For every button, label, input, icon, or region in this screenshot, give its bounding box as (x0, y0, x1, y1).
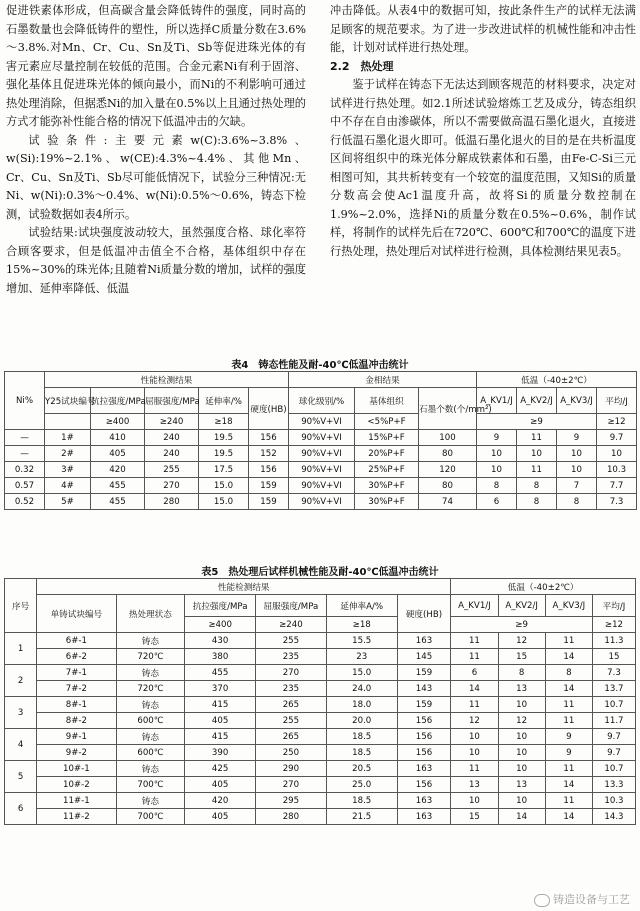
table-cell: 255 (256, 633, 327, 649)
table-cell: 290 (256, 761, 327, 777)
table-cell: 280 (256, 809, 327, 825)
table-cell: 159 (397, 665, 451, 681)
req-cell: <5%P+F (355, 414, 419, 430)
wechat-icon (534, 894, 550, 907)
table-cell: 10#-2 (37, 777, 116, 793)
table-cell: 18.0 (326, 697, 397, 713)
table-cell: 163 (397, 809, 451, 825)
req-cell: ≥400 (91, 414, 145, 430)
table-cell: 14 (545, 809, 592, 825)
table-cell: 11 (451, 697, 498, 713)
header-group-metal: 金相结果 (289, 372, 477, 388)
header-akv2: A_KV2/J (517, 388, 557, 414)
table-cell: 295 (256, 793, 327, 809)
table-cell: 265 (256, 729, 327, 745)
table-cell: 12 (451, 713, 498, 729)
req-cell: ≥18 (199, 414, 249, 430)
table4 (4, 371, 637, 510)
header-tensile: 抗拉强度/MPa (91, 388, 145, 414)
table-cell: 14 (451, 681, 498, 697)
table-cell: 380 (185, 649, 256, 665)
table-cell: 455 (91, 494, 145, 510)
table-cell: 9.7 (592, 729, 635, 745)
table-cell: 13 (451, 777, 498, 793)
req-cell: ≥9 (477, 414, 597, 430)
table-cell: 0.52 (5, 494, 45, 510)
table-cell: 10 (557, 446, 597, 462)
table-cell: 10 (477, 462, 517, 478)
table-cell: 15 (498, 649, 545, 665)
table-cell: 20.5 (326, 761, 397, 777)
header-tensile: 抗拉强度/MPa (185, 595, 256, 617)
table-row (5, 793, 636, 809)
table-cell: 159 (249, 478, 289, 494)
table-cell: 11 (451, 633, 498, 649)
table-cell: — (5, 446, 45, 462)
table-cell: 10 (477, 446, 517, 462)
table5-caption: 表5 热处理后试样机械性能及耐-40℃低温冲击统计 (201, 567, 439, 578)
table-cell: 11 (517, 430, 557, 446)
watermark-text: 铸造设备与工艺 (553, 893, 630, 906)
table-cell: 9.7 (597, 430, 637, 446)
table-cell: 163 (397, 793, 451, 809)
table-cell: 20%P+F (355, 446, 419, 462)
table-cell: 15.0 (199, 494, 249, 510)
table-cell: 255 (256, 713, 327, 729)
table-row (5, 430, 637, 446)
table-cell: 415 (185, 729, 256, 745)
paragraph: 试验条件:主要元素w(C):3.6%~3.8%、w(Si):19%~2.1%、w(CE):4.3%~4.4%、其他Mn、Cr、Cu、Sn及Ti、Sb尽可能低情况下，试验分三种情况:无Ni、w(Ni):0.3%～0.4%、w(Ni):0.5%～0.6%，铸态下检测，试验数据如表4所示。 (6, 133, 306, 221)
req-cell: ≥400 (185, 617, 256, 633)
table-cell: 7#-1 (37, 665, 116, 681)
table-cell: 13.3 (592, 777, 635, 793)
table-cell: 700℃ (116, 777, 185, 793)
header-graphite: 石墨个数(个/mm²) (419, 388, 477, 430)
table-cell: 700℃ (116, 809, 185, 825)
header-group-props: 性能检测结果 (45, 372, 289, 388)
table-cell: 10 (451, 745, 498, 761)
table-cell: 6 (477, 494, 517, 510)
table-row (5, 446, 637, 462)
table-cell: 13.7 (592, 681, 635, 697)
table-cell: 145 (397, 649, 451, 665)
table-cell: 8 (517, 494, 557, 510)
table-cell: 8 (557, 494, 597, 510)
header-avg: 平均/J (592, 595, 635, 617)
req-cell: 90%V+VI (289, 414, 355, 430)
table-row (5, 745, 636, 761)
table-cell: 铸态 (116, 697, 185, 713)
table-cell: 430 (185, 633, 256, 649)
header-yield: 屈服强度/MPa (145, 388, 199, 414)
group-number: 3 (5, 697, 37, 729)
table-cell: 18.5 (326, 793, 397, 809)
table-cell: 10 (451, 729, 498, 745)
table-cell: 240 (145, 446, 199, 462)
paragraph: 冲击降低。从表4中的数据可知，按此条件生产的试样无法满足顾客的规范要求。为了进一步改进试样的机械性能和冲击性能，计划对试样进行热处理。 (330, 4, 636, 54)
table-cell: 455 (91, 478, 145, 494)
header-akv3: A_KV3/J (557, 388, 597, 414)
table-cell: 156 (397, 745, 451, 761)
table-cell: 0.32 (5, 462, 45, 478)
table-cell: 265 (256, 697, 327, 713)
table-row (5, 697, 636, 713)
table-row (5, 478, 637, 494)
header-elong: 延伸率/% (199, 388, 249, 414)
table-cell: 163 (397, 633, 451, 649)
table-cell: 10 (498, 793, 545, 809)
table-cell: 10 (498, 761, 545, 777)
table-cell: 11 (451, 649, 498, 665)
req-cell (45, 414, 91, 430)
table-cell: 8 (545, 665, 592, 681)
group-number: 4 (5, 729, 37, 761)
table-cell: 11.3 (592, 633, 635, 649)
table-cell: 159 (249, 494, 289, 510)
table-row (5, 713, 636, 729)
table-cell: 18.5 (326, 745, 397, 761)
right-text-column (330, 2, 636, 261)
table-cell: 20.0 (326, 713, 397, 729)
table-cell: 10 (597, 446, 637, 462)
table-cell: 15 (451, 809, 498, 825)
table-cell: 9 (477, 430, 517, 446)
table-cell: 143 (397, 681, 451, 697)
group-number: 6 (5, 793, 37, 825)
table-cell: 9#-2 (37, 745, 116, 761)
table-cell: 15.0 (199, 478, 249, 494)
watermark (534, 891, 630, 907)
table-cell: 13 (498, 681, 545, 697)
table-cell: 11#-1 (37, 793, 116, 809)
table-cell: 15%P+F (355, 430, 419, 446)
table-cell: 8#-1 (37, 697, 116, 713)
table-cell: 90%V+VI (289, 446, 355, 462)
table-cell: 11 (517, 462, 557, 478)
table-cell: 24.0 (326, 681, 397, 697)
table-cell: 30%P+F (355, 478, 419, 494)
table-cell: 4# (45, 478, 91, 494)
table-row (5, 809, 636, 825)
table-cell: 90%V+VI (289, 494, 355, 510)
req-cell: ≥18 (326, 617, 397, 633)
table-row (5, 649, 636, 665)
header-akv2: A_KV2/J (498, 595, 545, 617)
table-cell: 铸态 (116, 793, 185, 809)
req-cell: ≥12 (597, 414, 637, 430)
table-row (5, 729, 636, 745)
table-cell: 10 (498, 745, 545, 761)
table-cell: 159 (397, 697, 451, 713)
group-number: 1 (5, 633, 37, 665)
header-avg: 平均/J (597, 388, 637, 414)
table-row (5, 681, 636, 697)
table-cell: 铸态 (116, 761, 185, 777)
table-cell: 235 (256, 681, 327, 697)
table-cell: 14 (545, 649, 592, 665)
table-row (5, 665, 636, 681)
paragraph: 试验结果:试块强度波动较大，虽然强度合格、球化率符合顾客要求，但是低温冲击值全不合格，基体组织中存在15%~30%的珠光体;且随着Ni质量分数的增加，试样的强度增加、延伸率降低、低温 (6, 226, 306, 295)
table-cell: 152 (249, 446, 289, 462)
table-cell: 15 (592, 649, 635, 665)
table-cell: 415 (185, 697, 256, 713)
table-cell: 2# (45, 446, 91, 462)
group-number: 5 (5, 761, 37, 793)
table-cell: 6#-2 (37, 649, 116, 665)
table-cell: 425 (185, 761, 256, 777)
table-cell: 156 (397, 729, 451, 745)
table-cell: 10 (517, 446, 557, 462)
table-cell: 14.3 (592, 809, 635, 825)
header-matrix: 基体组织 (355, 388, 419, 414)
table-cell: 19.5 (199, 430, 249, 446)
table-cell: 720℃ (116, 649, 185, 665)
table-cell: 8 (477, 478, 517, 494)
table-cell: 10 (498, 729, 545, 745)
table-cell: 15.0 (326, 665, 397, 681)
table-cell: 23 (326, 649, 397, 665)
header-id: 单铸试块编号 (37, 595, 116, 633)
table-cell: 7.7 (597, 478, 637, 494)
table-cell: 410 (91, 430, 145, 446)
table-cell: 10.3 (597, 462, 637, 478)
table-cell: 235 (256, 649, 327, 665)
header-ni: Ni% (5, 372, 45, 430)
group-number: 2 (5, 665, 37, 697)
table-cell: 255 (145, 462, 199, 478)
table-cell: — (5, 430, 45, 446)
table-cell: 11 (451, 761, 498, 777)
table-cell: 14 (545, 681, 592, 697)
table-cell: 25.0 (326, 777, 397, 793)
table-cell: 80 (419, 446, 477, 462)
table-cell: 270 (256, 665, 327, 681)
table-cell: 280 (145, 494, 199, 510)
header-group-low: 低温（-40±2℃） (451, 579, 636, 595)
header-akv3: A_KV3/J (545, 595, 592, 617)
table-cell: 19.5 (199, 446, 249, 462)
table-cell: 0.57 (5, 478, 45, 494)
header-elong: 延伸率A/% (326, 595, 397, 617)
header-hard: 硬度(HB) (397, 595, 451, 633)
table-cell: 铸态 (116, 665, 185, 681)
table-cell: 405 (91, 446, 145, 462)
table-cell: 10 (557, 462, 597, 478)
table4-caption: 表4 铸态性能及耐-40℃低温冲击统计 (231, 360, 409, 371)
table-cell: 120 (419, 462, 477, 478)
table-cell: 11 (545, 793, 592, 809)
table-cell: 270 (256, 777, 327, 793)
table-row (5, 462, 637, 478)
table-cell: 600℃ (116, 713, 185, 729)
table-cell: 10 (451, 793, 498, 809)
table-cell: 9 (545, 745, 592, 761)
table-cell: 12 (498, 633, 545, 649)
table-cell: 9 (545, 729, 592, 745)
req-cell: ≥12 (592, 617, 635, 633)
table-cell: 9 (557, 430, 597, 446)
table-cell: 90%V+VI (289, 430, 355, 446)
table-cell: 11 (545, 633, 592, 649)
table-cell: 7#-2 (37, 681, 116, 697)
table-cell: 370 (185, 681, 256, 697)
table-cell: 74 (419, 494, 477, 510)
table-cell: 10#-1 (37, 761, 116, 777)
table-cell: 21.5 (326, 809, 397, 825)
table-cell: 11 (545, 713, 592, 729)
table-cell: 250 (256, 745, 327, 761)
table-cell: 405 (185, 777, 256, 793)
table-cell: 14 (545, 777, 592, 793)
table-cell: 9.7 (592, 745, 635, 761)
req-cell: ≥9 (451, 617, 593, 633)
table-cell: 10.7 (592, 761, 635, 777)
table-row (5, 777, 636, 793)
req-cell: ≥240 (256, 617, 327, 633)
table-cell: 铸态 (116, 729, 185, 745)
paragraph: 促进铁素体形成，但高碳含量会降低铸件的强度，同时高的石墨数量也会降低铸件的塑性，所以选择C质量分数在3.6%～3.8%.对Mn、Cr、Cu、Sn及Ti、Sb等促进珠光体的有害元素应尽量控制在较低的范围。合金元素Ni有利于固溶、强化基体且促进珠光体的倾向最小，而Ni的不利影响可通过热处理消除，但据悉Ni的加入量在0.5%以上且通过热处理的方式才能弥补性能合格的情况下低温冲击的欠缺。 (6, 4, 306, 128)
table-cell: 18.5 (326, 729, 397, 745)
table-cell: 420 (185, 793, 256, 809)
table-cell: 9#-1 (37, 729, 116, 745)
table-cell: 10 (498, 697, 545, 713)
header-no: 序号 (5, 579, 37, 633)
table-cell: 163 (397, 761, 451, 777)
table-cell: 8#-2 (37, 713, 116, 729)
table-cell: 390 (185, 745, 256, 761)
table-cell: 10.3 (592, 793, 635, 809)
section-heading: 2.2 热处理 (330, 59, 394, 73)
table-cell: 12 (498, 713, 545, 729)
table-cell: 铸态 (116, 633, 185, 649)
header-nod: 球化级别/% (289, 388, 355, 414)
table-cell: 13 (498, 777, 545, 793)
table-cell: 25%P+F (355, 462, 419, 478)
table-cell: 7 (557, 478, 597, 494)
table-cell: 11 (545, 697, 592, 713)
req-cell: ≥240 (145, 414, 199, 430)
table-cell: 405 (185, 809, 256, 825)
table-cell: 17.5 (199, 462, 249, 478)
table-cell: 3# (45, 462, 91, 478)
paragraph: 鉴于试样在铸态下无法达到顾客规范的材料要求，决定对试样进行热处理。如2.1所述试验熔炼工艺及成分，铸态组织中不存在自由渗碳体，所以不需要做高温石墨化退火，直接进行低温石墨化退火即可。低温石墨化退火的目的是在共析温度区间将组织中的珠光体分解成铁素体和石墨，由Fe-C-Si三元相图可知，其共析转变有一个较宽的温度范围，又知Si的质量分数高会使Ac1温度升高，故将Si的质量分数控制在1.9%~2.0%，选择Ni的质量分数在0.5%~0.6%，制作试样，将制作的试样先后在720℃、600℃和700℃的温度下进行热处理，热处理后对试样进行检测，具体检测结果见表5。 (330, 78, 636, 258)
table-cell: 405 (185, 713, 256, 729)
table-cell: 7.3 (592, 665, 635, 681)
left-text-column (6, 2, 306, 298)
table-row (5, 633, 636, 649)
table-cell: 15.5 (326, 633, 397, 649)
table-cell: 5# (45, 494, 91, 510)
header-akv1: A_KV1/J (477, 388, 517, 414)
table-cell: 90%V+VI (289, 462, 355, 478)
table-cell: 156 (249, 462, 289, 478)
table-cell: 1# (45, 430, 91, 446)
header-state: 热处理状态 (116, 595, 185, 633)
header-id: Y25试块编号 (45, 388, 91, 414)
table-cell: 30%P+F (355, 494, 419, 510)
table-cell: 80 (419, 478, 477, 494)
table-row (5, 494, 637, 510)
header-akv1: A_KV1/J (451, 595, 498, 617)
table-cell: 14 (498, 809, 545, 825)
table-cell: 156 (249, 430, 289, 446)
header-group-low: 低温（-40±2℃） (477, 372, 637, 388)
table-cell: 100 (419, 430, 477, 446)
table-cell: 270 (145, 478, 199, 494)
header-hard: 硬度(HB) (249, 388, 289, 430)
table-cell: 7.3 (597, 494, 637, 510)
table-row (5, 761, 636, 777)
table-cell: 11#-2 (37, 809, 116, 825)
table-cell: 600℃ (116, 745, 185, 761)
table-cell: 156 (397, 777, 451, 793)
table-cell: 8 (498, 665, 545, 681)
header-yield: 屈服强度/MPa (256, 595, 327, 617)
header-group-props: 性能检测结果 (37, 579, 451, 595)
table-cell: 455 (185, 665, 256, 681)
table-cell: 420 (91, 462, 145, 478)
table5 (4, 578, 636, 825)
table-cell: 720℃ (116, 681, 185, 697)
table-cell: 156 (397, 713, 451, 729)
table-cell: 240 (145, 430, 199, 446)
table-cell: 8 (517, 478, 557, 494)
table-cell: 6#-1 (37, 633, 116, 649)
table-cell: 11.7 (592, 713, 635, 729)
table-cell: 11 (545, 761, 592, 777)
table-cell: 6 (451, 665, 498, 681)
table-cell: 10.7 (592, 697, 635, 713)
table-cell: 90%V+VI (289, 478, 355, 494)
